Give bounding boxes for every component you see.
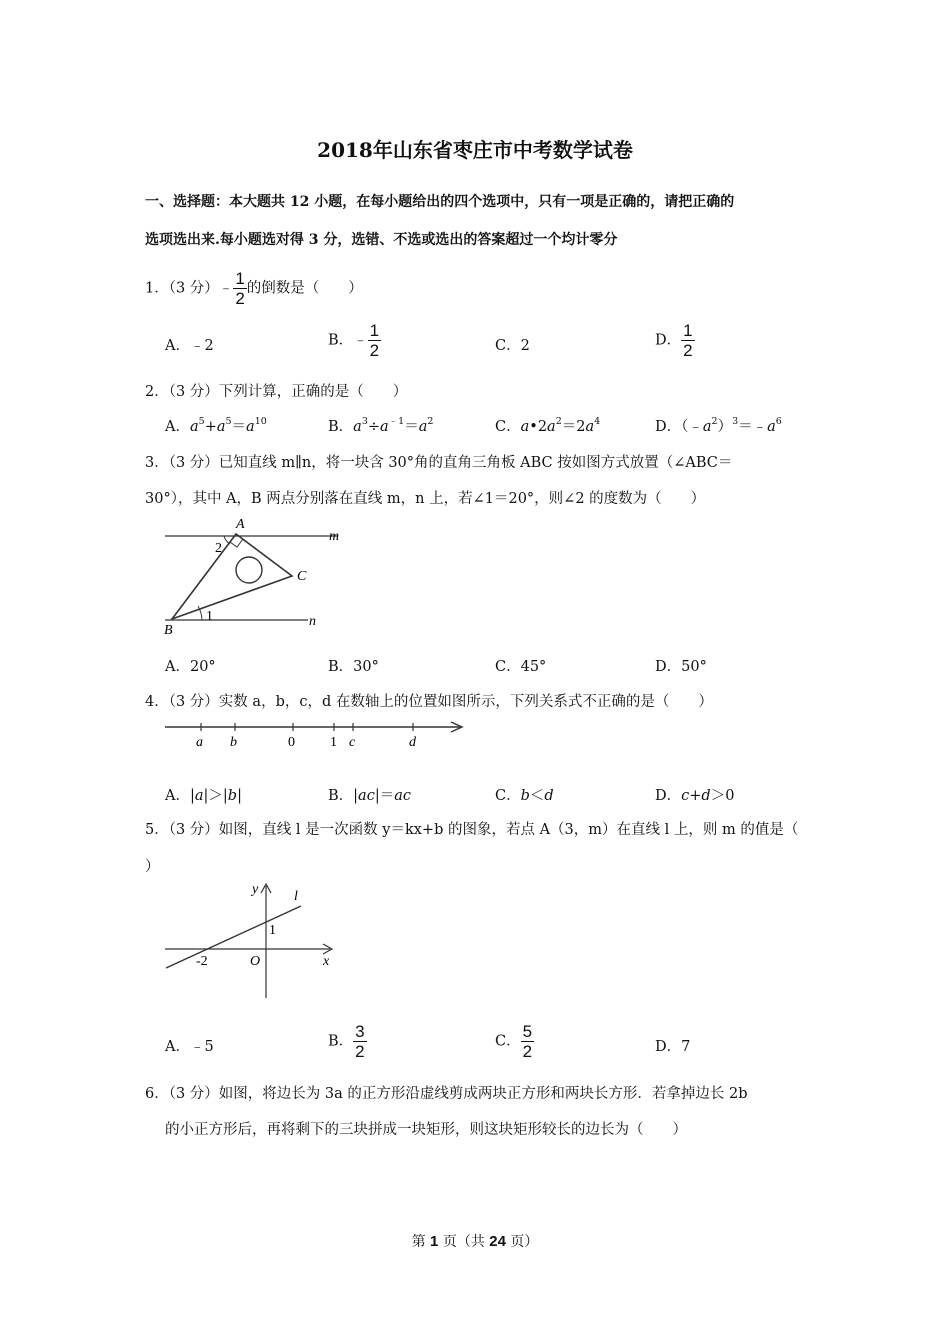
q2-option-d: D．$(﹣a^2)^3=﹣a^6$ xyxy=(655,416,782,435)
q3-triangle-figure xyxy=(160,512,360,640)
triangle-hole xyxy=(236,557,262,583)
section-heading-line2: 选项选出来.每小题选对得 3 分，选错、不选或选出的答案超过一个均计零分 xyxy=(145,232,618,248)
q4-number-line xyxy=(160,718,470,754)
q1-option-a: A．﹣2 xyxy=(165,338,214,354)
line-l xyxy=(166,906,301,968)
tick-label-c: c xyxy=(349,735,356,750)
q2-option-b: B．$a^3\div a^{﹣1}=a^2$ xyxy=(328,416,434,435)
question-3-line1: 3．（3 分）已知直线 m∥n，将一块含 30°角的直角三角板 ABC 按如图方式放置（∠ABC＝ xyxy=(145,455,733,471)
question-3-line2: 30°），其中 A，B 两点分别落在直线 m，n 上，若∠1＝20°，则∠2 的度数为（ ） xyxy=(145,491,706,507)
q1-option-c: C．2 xyxy=(495,338,530,354)
question-5-line2: ） xyxy=(145,859,160,875)
label-x: x xyxy=(323,954,330,969)
question-5-line1: 5．（3 分）如图，直线 l 是一次函数 y＝kx+b 的图象，若点 A（3，m）在直线 l 上，则 m 的值是（ xyxy=(145,822,799,838)
q3-option-d: D．50° xyxy=(655,659,707,675)
q2-option-c: C．$a•2a^2=2a^4$ xyxy=(495,416,601,435)
q5-option-b: B． $\frac{3}{2}$ xyxy=(328,1022,365,1061)
label-c: C xyxy=(297,569,307,584)
page-total: 24 xyxy=(489,1233,506,1250)
q1-fraction: $\frac{1}{2}$ xyxy=(235,269,245,308)
page-title: 2018年山东省枣庄市中考数学试卷 xyxy=(317,138,633,162)
q1-option-d: D． $\frac{1}{2}$ xyxy=(655,321,693,360)
tick-label-a: a xyxy=(196,735,203,750)
label-neg2: -2 xyxy=(196,954,208,969)
page-footer: 第 1 页（共 24 页） xyxy=(411,1233,539,1250)
label-origin: O xyxy=(250,954,261,969)
label-b: B xyxy=(164,623,173,638)
q3-option-b: B．30° xyxy=(328,659,379,675)
label-m: m xyxy=(329,529,340,544)
label-n: n xyxy=(309,614,316,629)
q3-option-a: A．20° xyxy=(165,659,216,675)
label-angle1: 1 xyxy=(206,609,213,624)
label-a: A xyxy=(236,517,245,532)
q3-option-c: C．45° xyxy=(495,659,547,675)
question-4: 4．（3 分）实数 a，b，c，d 在数轴上的位置如图所示，下列关系式不正确的是（ ） xyxy=(145,694,713,710)
label-one: 1 xyxy=(269,923,276,938)
q5-option-a: A．﹣5 xyxy=(165,1039,214,1055)
triangle-abc xyxy=(172,534,292,619)
tick-label-d: d xyxy=(409,735,416,750)
question-1 xyxy=(145,270,363,307)
q1-suffix: 的倒数是（ ） xyxy=(246,280,363,297)
tick-label-one: 1 xyxy=(330,735,337,750)
page-number: 1 xyxy=(430,1233,439,1250)
q4-option-d: D．c+d＞0 xyxy=(655,788,735,804)
q4-option-b: B．|ac|＝ac xyxy=(328,788,411,804)
question-6-line2: 的小正方形后，再将剩下的三块拼成一块矩形，则这块矩形较长的边长为（ ） xyxy=(165,1122,687,1138)
label-l: l xyxy=(294,889,298,904)
tick-label-b: b xyxy=(230,735,237,750)
q2-option-a: A．$a^5+a^5=a^{10}$ xyxy=(165,416,267,435)
q5-option-c: C． $\frac{5}{2}$ xyxy=(495,1022,533,1061)
q5-option-d: D．7 xyxy=(655,1039,691,1055)
q1-option-b: B．﹣ $\frac{1}{2}$ xyxy=(328,321,380,360)
question-2: 2．（3 分）下列计算，正确的是（ ） xyxy=(145,384,408,400)
question-6-line1: 6．（3 分）如图，将边长为 3a 的正方形沿虚线剪成两块正方形和两块长方形．若拿掉边长 2b xyxy=(145,1086,748,1102)
label-angle2: 2 xyxy=(215,541,222,556)
tick-label-zero: 0 xyxy=(288,735,295,750)
label-y: y xyxy=(252,882,259,897)
q1-prefix: 1．（3 分）﹣ xyxy=(145,280,234,297)
q5-graph-figure xyxy=(160,878,345,1002)
q4-option-c: C．b＜d xyxy=(495,788,554,804)
q4-option-a: A．|a|＞|b| xyxy=(165,788,242,804)
section-heading-line1: 一、选择题：本大题共 12 小题，在每小题给出的四个选项中，只有一项是正确的，请把正确的 xyxy=(145,194,735,210)
